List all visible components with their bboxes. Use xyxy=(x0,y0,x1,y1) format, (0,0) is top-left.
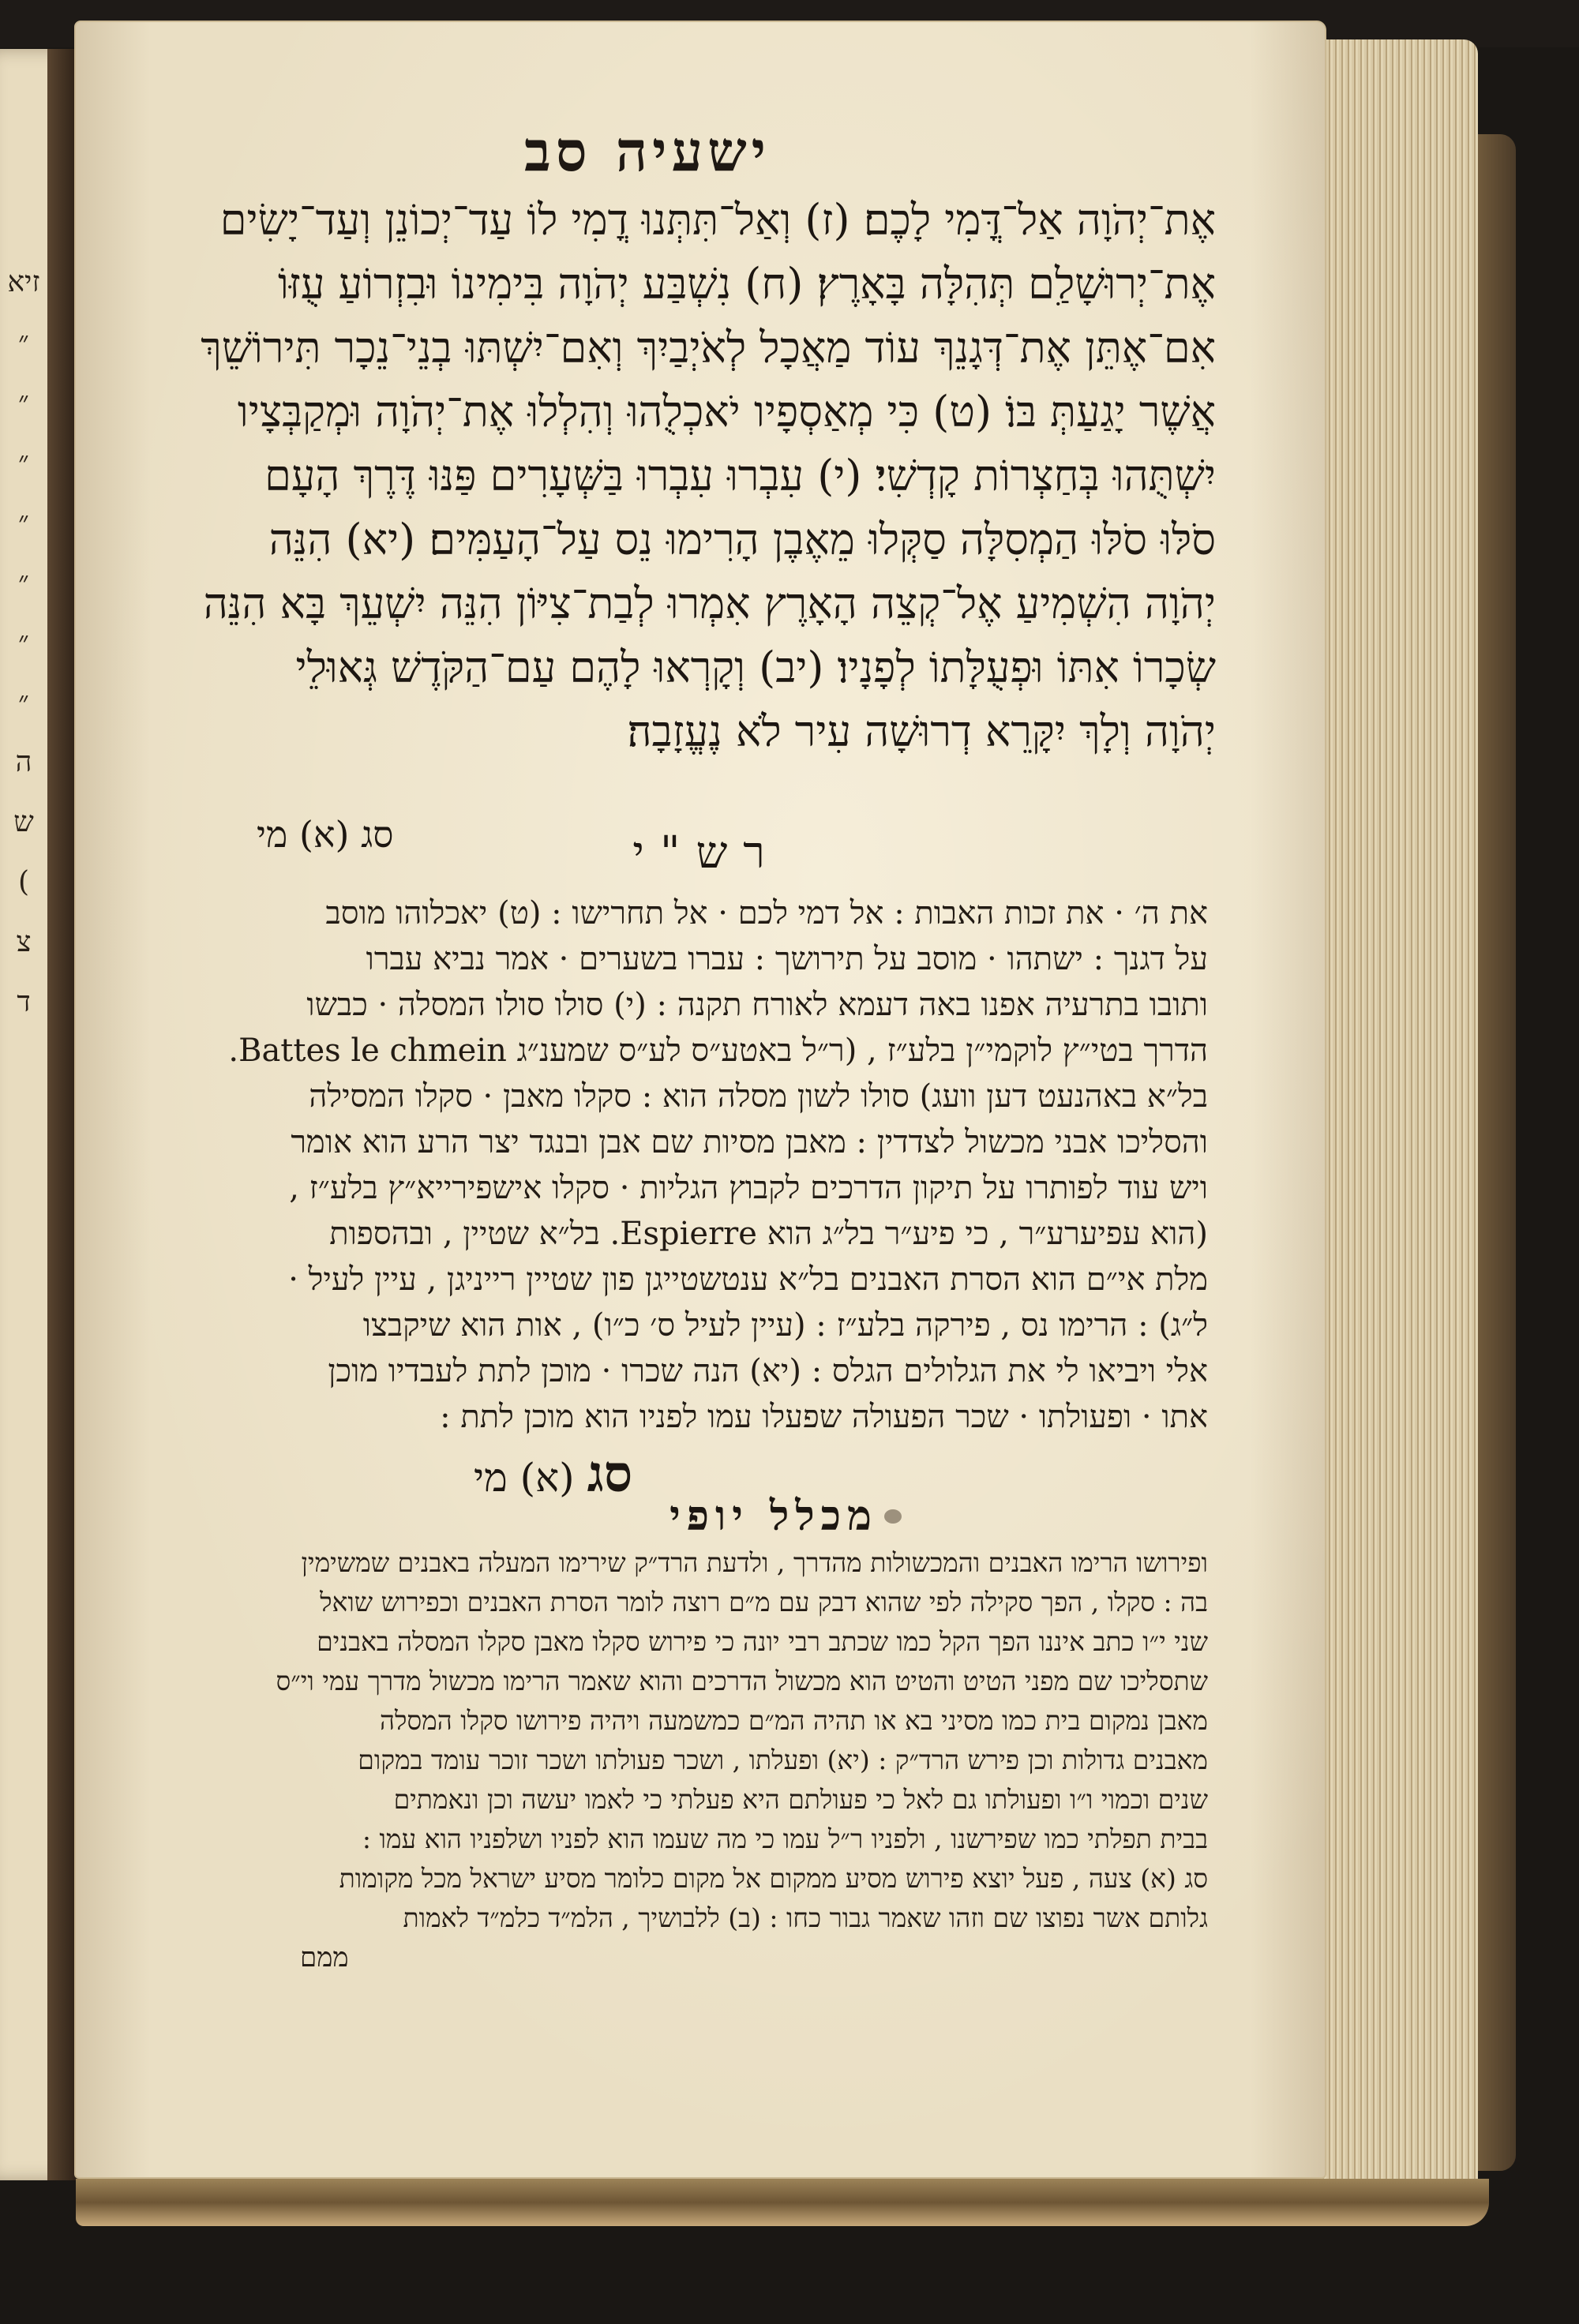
mikhlal-line: שנים וכמוי ו״ו ופעולתו גם לאל כי פעולתם היא פעלתי כי לאמו יעשה וכן ונאמתים xyxy=(393,1784,1208,1815)
bible-line: יִשְׁתֻּהוּ בְּחַצְרוֹת קָדְשִׁי׃ (י) עִבְרוּ עִבְרוּ בַּשְּׁעָרִים פַּנּוּ דֶּרֶךְ הָעָם xyxy=(264,451,1216,500)
rashi-line: את ה׳ · את זכות האבות : אל דמי לכם · אל תחרישו : (ט) יאכלוהו מוסב xyxy=(325,895,1208,931)
mikhlal-line: מאבן נמקום בית כמו מסיני בא או תהיה המ״ם כמשמעה ויהיה פירושו סקלו המסלה xyxy=(379,1705,1208,1736)
rashi-line: בל״א באהנעט דען וועג) סולו לשון מסלה הוא : סקלו מאבן · סקלו המסילה xyxy=(309,1078,1208,1115)
bible-text-block xyxy=(150,188,1216,763)
rashi-line: ויש עוד לפותרו על תיקון הדרכים לקבוץ הגליות · סקלו אישפירייא״ץ בלע״ז , xyxy=(289,1170,1208,1206)
facing-page-mark: ״ xyxy=(18,686,29,718)
rashi-line: אלי ויביאו לי את הגלולים הגלס : (יא) הנה שכרו · מוכן לתת לעבדיו מוכן xyxy=(328,1353,1208,1389)
mikhlal-line: סג (א) צעה , פעל יוצא פירוש מסיע ממקום אל מקום כלומר מסיע ישראל מכל מקומות xyxy=(339,1863,1208,1894)
mikhlal-line: שני י״ו כתב איננו הפך הקל כמו שכתב רבי יונה כי פירוש סקלו מאבן סקלו המסלה באבנים xyxy=(317,1626,1208,1657)
rashi-line: הדרך בטי״ץ לוקמי״ן בלע״ז , (ר״ל באטע״ס לע״ס שמענ״ג Battes le chmein. xyxy=(228,1033,1208,1069)
facing-page-mark: ( xyxy=(17,866,30,898)
rashi-commentary xyxy=(150,890,1208,1440)
facing-page-fragments xyxy=(0,253,47,1033)
bible-line: יְהֹוָה וְלָךְ יִקָּרֵא דְרוּשָׁה עִיר לֹא נֶעֱזָבָה׃ xyxy=(627,707,1216,756)
facing-page-mark: צ xyxy=(16,926,32,958)
rashi-line: מלת אי״ם הוא הסרת האבנים בל״א ענטשטייגן פון שטיין רייניגן , עיין לעיל · xyxy=(288,1261,1208,1298)
bible-line: שְׂכָרוֹ אִתּוֹ וּפְעֻלָּתוֹ לְפָנָיו׃ (יב) וְקָרְאוּ לָהֶם עַם־הַקֹּדֶשׁ גְּאוּלֵי xyxy=(295,643,1216,692)
rashi-line: ותובו בתרעיה אפנו באה דעמא לאורח תקנה : (י) סולו סולו המסלה · כבשו xyxy=(306,987,1208,1023)
mikhlal-yofi-heading: מכלל יופי xyxy=(669,1492,878,1540)
facing-page-mark: ״ xyxy=(18,626,29,658)
rashi-line: ל״ג) : הרימו נס , פירקה בלע״ז : (עיין לעיל ס׳ כ״ו) , אות הוא שיקבצו xyxy=(362,1307,1208,1344)
rashi-line: והסליכו אבני מכשול לצדדין : מאבן מסיות שם אבן ובנגד יצר הרע הוא אומר xyxy=(291,1124,1208,1160)
signature-mark: ממם xyxy=(300,1942,349,1974)
bible-line: אֶת־יְרוּשָׁלַ͏ִם תְּהִלָּה בָּאָרֶץ׃ (ח) נִשְׁבַּע יְהֹוָה בִּימִינוֹ וּבִזְרוֹעַ עֻזּוֹ xyxy=(278,259,1216,309)
running-head: ישעיה סב xyxy=(523,118,771,184)
facing-page-mark: ״ xyxy=(18,386,29,418)
rashi-line: (הוא עפיערע״ר , כי פיע״ר בל״ג הוא Espierre. בל״א שטיין , ובהספות xyxy=(329,1216,1208,1252)
bible-line: סֹלּוּ סֹלּוּ הַמְסִלָּה סַקְּלוּ מֵאֶבֶן הָרִימוּ נֵס עַל־הָעַמִּים׃ (יא) הִנֵּה xyxy=(268,515,1216,564)
page-edges xyxy=(1320,39,1478,2218)
rashi-line: על דגנך : ישתהו · מוסב על תירושך : עברו בשערים · אמר נביא עברו xyxy=(366,941,1208,977)
mikhlal-line: בה : סקלו , הפך סקילה לפי שהוא דבק עם מ״ם רוצה לומר הסרת האבנים וכפירוש שואל xyxy=(320,1587,1208,1617)
catchword-verse: (א) מי xyxy=(474,1455,575,1501)
ink-spot xyxy=(884,1509,902,1524)
catchword-top: סג (א) מי xyxy=(257,813,394,856)
facing-page-mark: ״ xyxy=(18,506,29,538)
mikhlal-yofi-commentary xyxy=(150,1543,1208,1938)
facing-page-mark: ה xyxy=(15,746,32,778)
facing-page-mark: ״ xyxy=(18,446,29,478)
book-gutter xyxy=(47,49,79,2180)
rashi-line: אתו · ופעולתו · שכר הפעולה שפעלו עמו לפניו הוא מוכן לתת : xyxy=(440,1399,1208,1435)
mikhlal-line: בבית תפלתי כמו שפירשנו , ולפניו ר״ל עמו כי מה שעמו הוא לפניו ושלפניו הוא עמו : xyxy=(362,1824,1208,1854)
rashi-heading: רש"י xyxy=(632,827,781,879)
book-bottom-edge xyxy=(76,2179,1489,2226)
facing-page-mark: ש xyxy=(13,806,34,838)
catchword-middle xyxy=(474,1445,632,1504)
facing-page-mark: ״ xyxy=(18,566,29,598)
facing-page-mark: ד xyxy=(17,986,31,1018)
catchword-chapter: סג xyxy=(587,1445,633,1504)
mikhlal-line: ופירושו הרימו האבנים והמכשולות מהדרך , ולדעת הרד״ק שירימו המעלה באבנים שמשימין xyxy=(301,1547,1208,1578)
mikhlal-line: גלותם אשר נפוצו שם וזהו שאמר גבור כחו : (ב) ללבושיך , הלמ״ד כלמ״ד לאמות xyxy=(403,1902,1208,1933)
mikhlal-line: שתסליכו שם מפני הטיט והטיט הוא מכשול הדרכים והוא שאמר הרימו מכשול מדרך עמי וי״ס xyxy=(276,1666,1208,1696)
facing-page-mark: זיא xyxy=(7,266,40,298)
bible-line: אֲשֶׁר יָגַעַתְּ בּוֹ׃ (ט) כִּי מְאַסְפָיו יֹאכְלֻהוּ וְהִלְלוּ אֶת־יְהֹוָה וּמְקַבְּצָיו xyxy=(237,387,1216,437)
facing-page-mark: ״ xyxy=(18,326,29,358)
bible-line: יְהֹוָה הִשְׁמִיעַ אֶל־קְצֵה הָאָרֶץ אִמְרוּ לְבַת־צִיּוֹן הִנֵּה יִשְׁעֵךְ בָּא הִנֵּה xyxy=(203,579,1216,628)
bible-line: אִם־אֶתֵּן אֶת־דְּגָנֵךְ עוֹד מַאֲכָל לְאֹיְבַיִךְ וְאִם־יִשְׁתּוּ בְנֵי־נֵכָר תִּירוֹשֵׁךְ xyxy=(201,323,1216,373)
mikhlal-line: מאבנים גדולות וכן פירש הרד״ק : (יא) ופעלתו , ושכר פעולתו ושכר זוכר עומד במקום xyxy=(358,1745,1208,1775)
bible-line: אֶת־יְהֹוָה אַל־דֳּמִי לָכֶם׃ (ז) וְאַל־תִּתְּנוּ דֳמִי לוֹ עַד־יְכוֹנֵן וְעַד־יָשִׂים xyxy=(219,195,1216,245)
